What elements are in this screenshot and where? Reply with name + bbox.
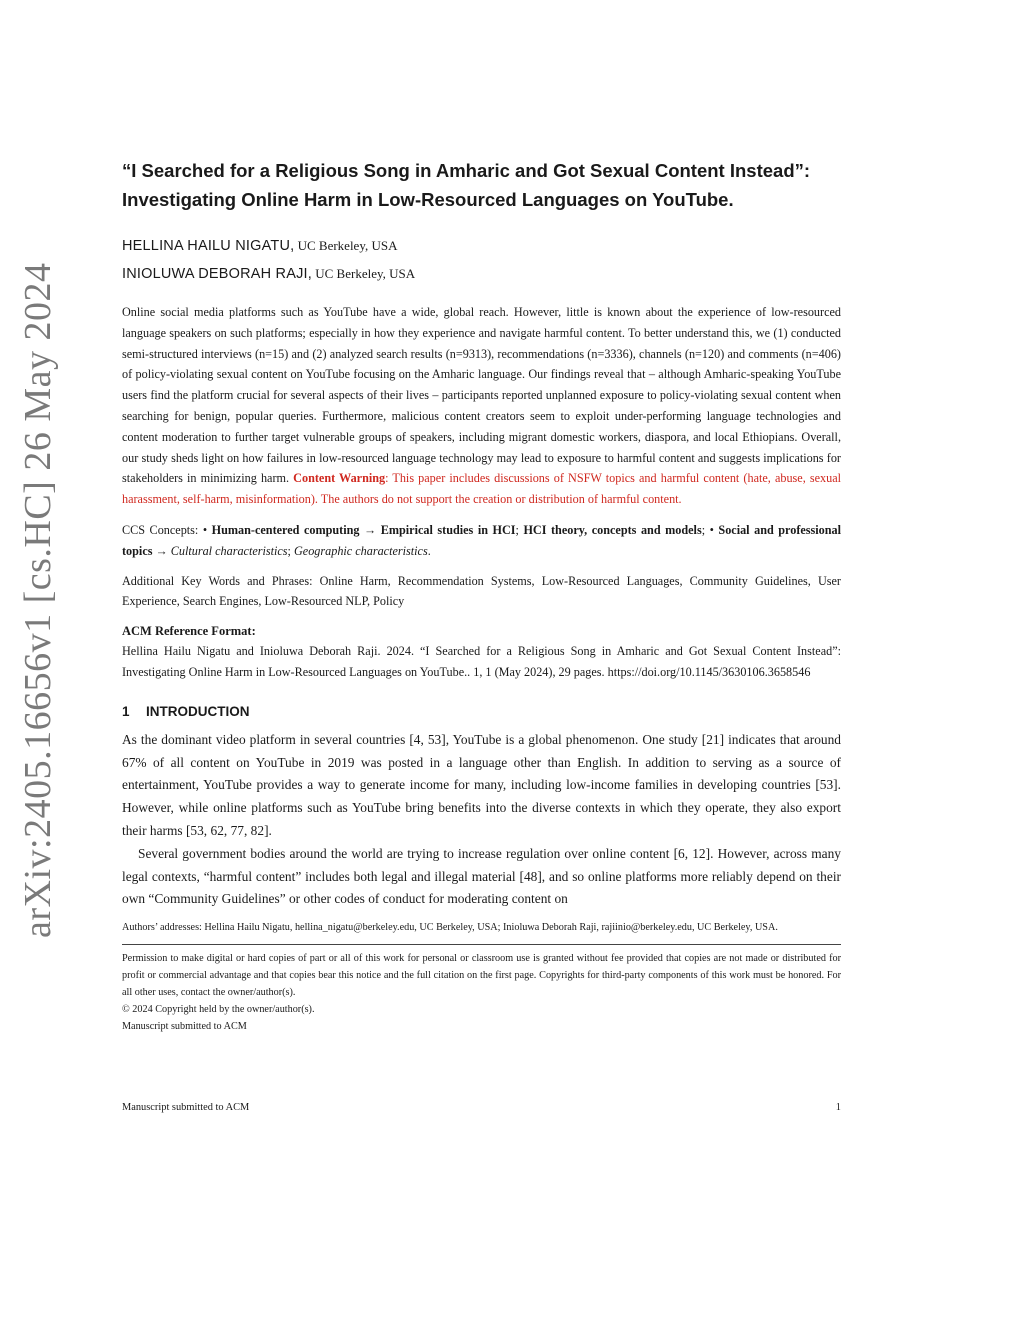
- ccs-concept-5: Cultural characteristics: [170, 543, 288, 558]
- acm-reference-text: Hellina Hailu Nigatu and Inioluwa Deborah Raji. 2024. “I Searched for a Religious Song in Amharic and Got Sexual Content Instead”: Investigating Online Harm in Low-Resourced Languages on YouTube.. 1, 1 (May 2024), 29 pages. https://doi.org/10.1145/3630106.3658546: [122, 644, 841, 679]
- footer-manuscript-label: Manuscript submitted to ACM: [122, 1102, 250, 1113]
- introduction-body: [122, 729, 841, 911]
- author-2: [122, 260, 841, 288]
- section-heading: [122, 701, 841, 723]
- page-number: 1: [835, 1102, 841, 1113]
- ccs-concept-4: Social and professional topics: [122, 522, 842, 558]
- ccs-prefix: CCS Concepts: •: [122, 522, 208, 537]
- ccs-separator-3: ;: [287, 543, 291, 558]
- intro-paragraph-1: As the dominant video platform in several countries [4, 53], YouTube is a global phenomenon. One study [21] indicates that around 67% of all content on YouTube in 2019 was posted in a language other than English. In addition to serving as a source of entertainment, YouTube provides a way to generate income for many, including low-income families in developing countries [53]. However, while online platforms such as YouTube bring benefits into the diverse contexts in which they operate, they also export their harms [53, 62, 77, 82].: [122, 731, 841, 838]
- ccs-separator-1: ;: [515, 522, 519, 537]
- ccs-concept-6: Geographic characteristics: [293, 543, 428, 558]
- author-2-name: INIOLUWA DEBORAH RAJI,: [122, 266, 312, 282]
- ccs-arrow-1: →: [364, 522, 377, 537]
- author-1: [122, 232, 841, 260]
- ccs-concepts: [122, 520, 841, 562]
- page-footer: [122, 1100, 841, 1116]
- permission-notice: Permission to make digital or hard copies of part or all of this work for personal or classroom use is granted without fee provided that copies are not made or distributed for profit or commercial advantage and that copies bear this notice and the full citation on the first page. Copyrights for third-party components of this work must be honored. For all other uses, contact the owner/author(s).: [122, 953, 841, 999]
- author-2-affiliation: UC Berkeley, USA: [315, 266, 416, 281]
- ccs-concept-2: Empirical studies in HCI: [380, 522, 516, 537]
- arxiv-identifier-stamp: arXiv:2405.16656v1 [cs.HC] 26 May 2024: [17, 262, 59, 938]
- ccs-concept-1: Human-centered computing: [211, 522, 360, 537]
- acm-reference-heading: ACM Reference Format:: [122, 624, 256, 639]
- intro-paragraph-2: Several government bodies around the world are trying to increase regulation over online content [6, 12]. However, across many legal contexts, “harmful content” includes both legal and illegal material [48], and so online platforms more reliably depend on their own “Community Guidelines” or other codes of conduct for moderating content on: [122, 845, 841, 907]
- ccs-separator-2: ; •: [701, 522, 714, 537]
- ccs-end: .: [427, 543, 431, 558]
- section-title: INTRODUCTION: [146, 703, 250, 719]
- content-warning-label: Content Warning: [293, 471, 386, 486]
- paper-title: [122, 156, 841, 214]
- author-1-name: HELLINA HAILU NIGATU,: [122, 238, 295, 254]
- content-warning-text: : This paper includes discussions of NSFW topics and harmful content (hate, abuse, sexual harassment, self-harm, misinformation). The authors do not support the creation or distribution of harmful content.: [122, 471, 841, 507]
- ccs-concept-3: HCI theory, concepts and models: [523, 522, 702, 537]
- author-1-affiliation: UC Berkeley, USA: [297, 238, 398, 253]
- manuscript-notice: Manuscript submitted to ACM: [122, 1021, 247, 1033]
- ccs-arrow-2: →: [155, 543, 168, 558]
- paper-title-line-1: “I Searched for a Religious Song in Amharic and Got Sexual Content Instead”:: [122, 160, 811, 181]
- abstract: [122, 302, 841, 510]
- paper-title-line-2: Investigating Online Harm in Low-Resourced Languages on YouTube.: [122, 189, 734, 210]
- keywords: Additional Key Words and Phrases: Online Harm, Recommendation Systems, Low-Resourced Languages, Community Guidelines, User Experience, Search Engines, Low-Resourced NLP, Policy: [122, 573, 841, 609]
- copyright-notice: © 2024 Copyright held by the owner/author(s).: [122, 1004, 315, 1016]
- author-addresses-footnote: Authors’ addresses: Hellina Hailu Nigatu, hellina_nigatu@berkeley.edu, UC Berkeley, USA; Inioluwa Deborah Raji, rajiinio@berkeley.edu, UC Berkeley, USA.: [122, 922, 778, 934]
- footnote-divider: [122, 944, 841, 945]
- abstract-text: Online social media platforms such as YouTube have a wide, global reach. However, little is known about the experience of low-resourced language speakers on such platforms; especially in how they experience and navigate harmful content. To better understand this, we (1) conducted semi-structured interviews (n=15) and (2) analyzed search results (n=9313), recommendations (n=3336), channels (n=120) and comments (n=406) of policy-violating sexual content on YouTube focusing on the Amharic language. Our findings reveal that – although Amharic-speaking YouTube users find the platform crucial for several aspects of their lives – participants reported unplanned exposure to policy-violating sexual content when searching for benign, popular queries. Furthermore, malicious content creators seem to exploit under-performing language technologies and content moderation to further target vulnerable groups of speakers, including migrant domestic workers, diaspora, and local Ethiopians. Overall, our study sheds light on how failures in low-resourced language technology may lead to exposure to harmful content and suggests implications for stakeholders in minimizing harm.: [122, 305, 841, 486]
- section-number: 1: [122, 703, 130, 719]
- paper-page: [122, 150, 841, 1035]
